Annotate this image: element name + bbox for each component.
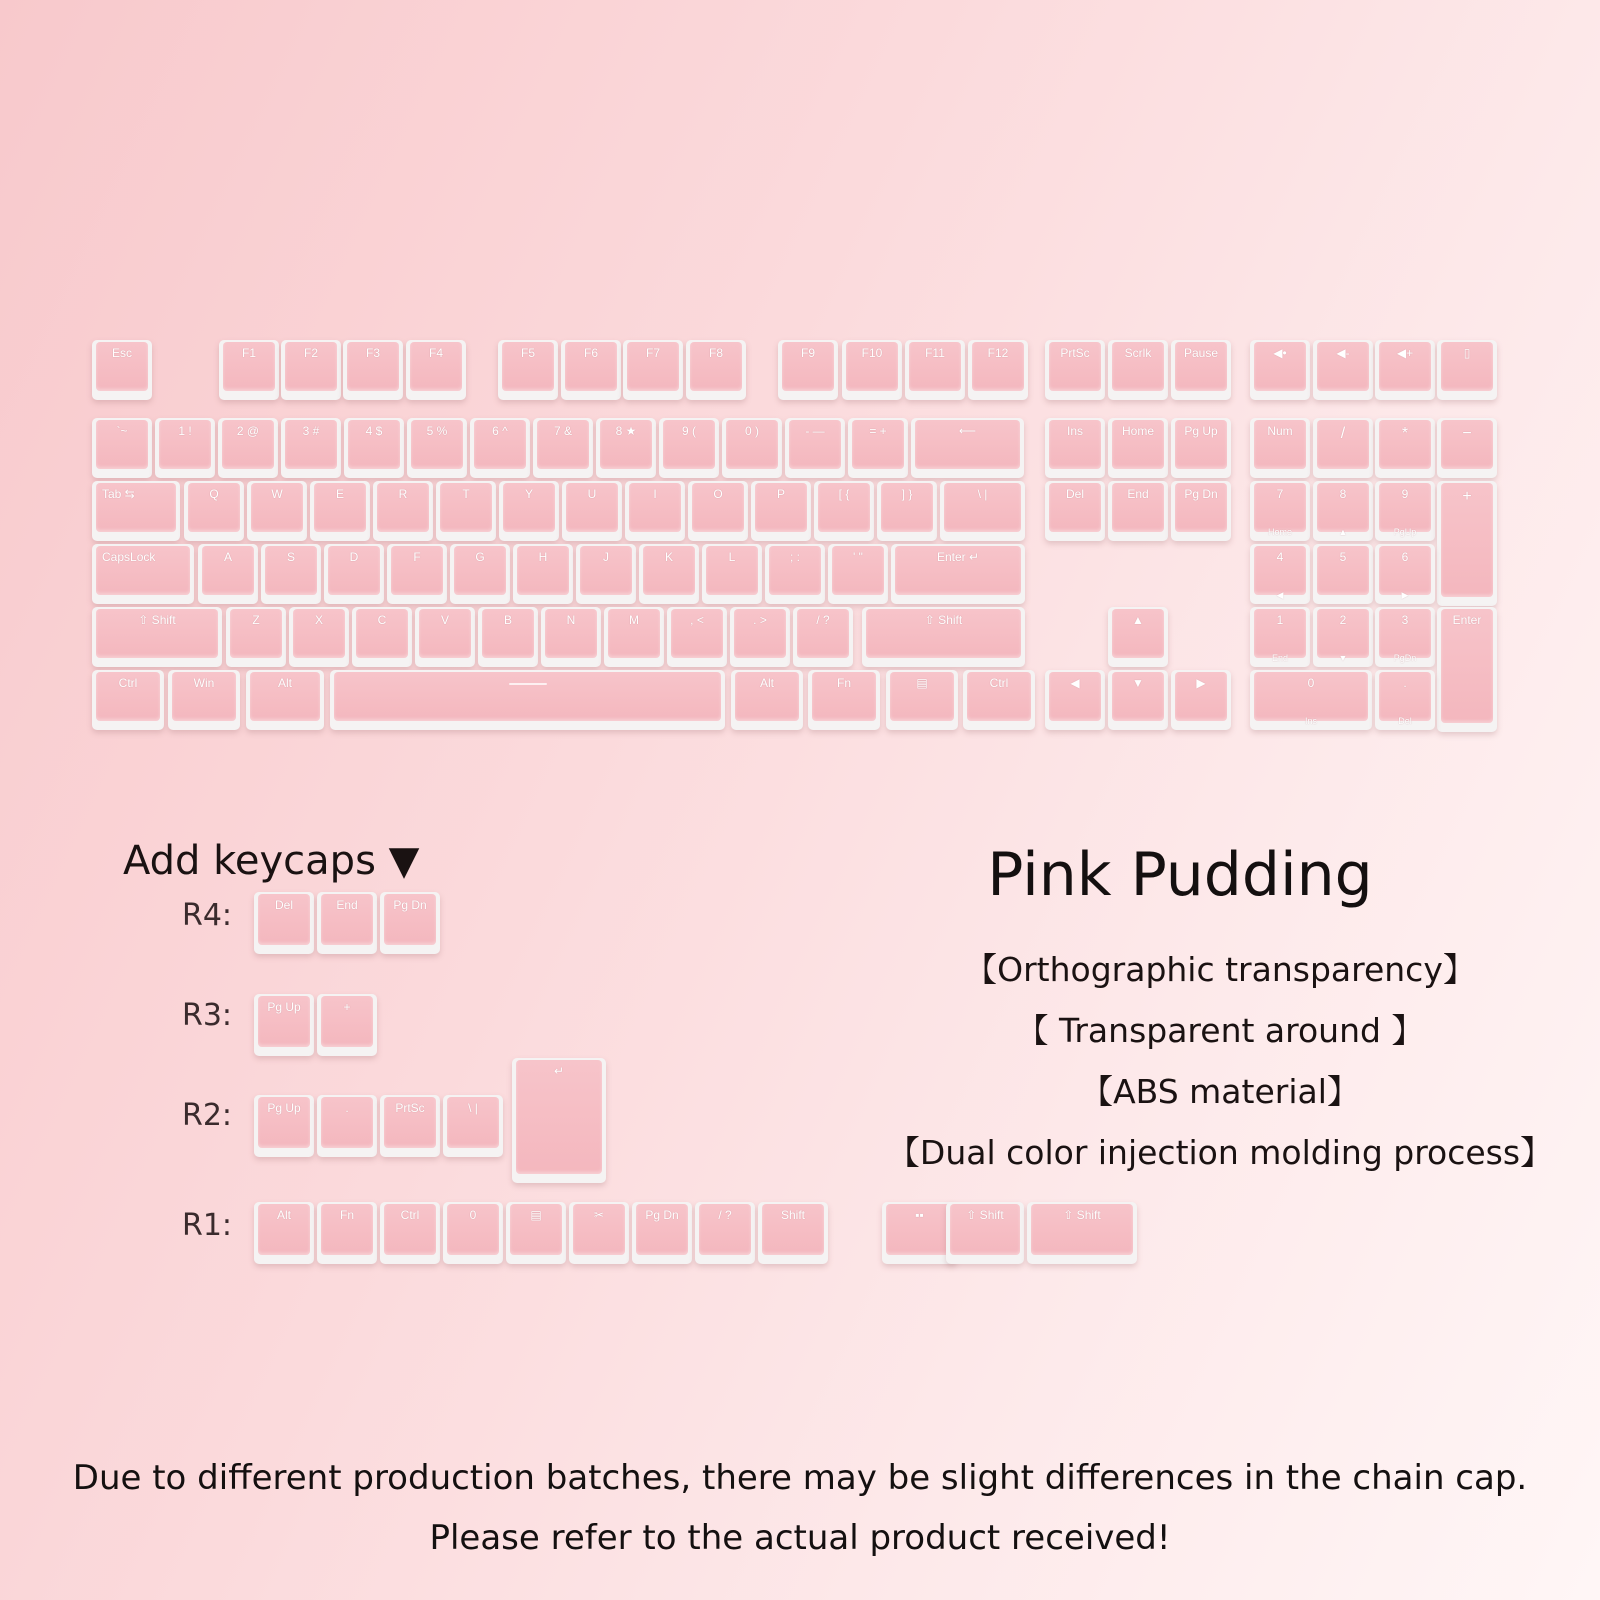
key-18 [1375,340,1435,400]
keycap-legend: Pg Up [267,1101,301,1115]
keycap-legend: Ins [1066,424,1083,438]
keycap-legend: X [314,613,323,627]
keycap [632,1202,692,1264]
keycap-legend: Tab ⇆ [102,487,135,501]
keycap-legend: T [462,487,470,501]
keycap-legend: E [335,487,344,501]
keycap-legend: 9 ( [681,424,696,438]
key-17 [1313,340,1373,400]
keycap [1375,544,1435,604]
keycap [667,607,727,667]
keycap-legend: Pg Dn [393,898,427,912]
keycap-legend: End [336,898,358,912]
keycap-legend: F3 [365,346,380,360]
keycap-legend: Pause [1183,346,1219,360]
keycap-legend: . > [753,613,767,627]
keycap-legend: PrtSc [395,1101,425,1115]
keycap [722,418,782,478]
keycap-sublegend: ◀ [1276,589,1284,600]
keycap-legend: Enter [1452,613,1482,627]
key-6 [561,340,621,400]
keycap-sublegend: PgDn [1393,652,1417,663]
keycap [1375,481,1435,541]
keycap [940,481,1025,541]
keycap [478,607,538,667]
keycap [1171,481,1231,541]
row-label-r4: R4: [182,898,233,933]
keycap [317,994,377,1056]
keycap [1437,481,1497,606]
keycap [877,481,937,541]
keycap [92,670,164,730]
keycap-sublegend: ▶ [1401,589,1409,600]
keycap-sublegend: Home [1267,526,1292,537]
keycap [533,418,593,478]
keycap-legend: L [728,550,736,564]
keycap [814,481,874,541]
keycap [198,544,258,604]
keycap [758,1202,828,1264]
keycap [751,481,811,541]
feature-3: 【ABS material】 [1080,1072,1360,1111]
iso-enter-keycap [512,1058,606,1183]
keycap-legend: ▲ [1132,613,1144,627]
keycap [1108,418,1168,478]
keycap-legend: 3 [1401,613,1409,627]
keycap-legend: F5 [520,346,535,360]
keycap-legend: Alt [277,676,292,690]
keycap [1437,418,1497,478]
keycap [1437,607,1497,732]
keycap-legend: ▯ [1463,346,1471,360]
key-13 [1045,340,1105,400]
keycap [155,418,215,478]
keycap-legend: ◀ [1070,676,1080,690]
keycap [387,544,447,604]
keycap [281,418,341,478]
keycap [352,607,412,667]
key-12 [968,340,1028,400]
keycap [1045,481,1105,541]
keycap [1250,670,1372,730]
keycap [1171,670,1231,730]
keycap-legend: 1 ! [178,424,192,438]
keycap [1045,418,1105,478]
keycap-legend: Fn [339,1208,354,1222]
keycap-legend: 2 @ [236,424,260,438]
keycap-legend: Scrlk [1124,346,1152,360]
keycap-legend: ▪▪ [915,1208,924,1222]
keycap [848,418,908,478]
keycap-legend: / ? [718,1208,732,1222]
keycap [702,544,762,604]
keycap-legend: 5 [1339,550,1347,564]
keycap-legend: ▤ [530,1208,542,1222]
keycap [380,892,440,954]
keycap-legend: F2 [303,346,318,360]
keycap-legend: 4 $ [365,424,383,438]
keycap-legend: 1 [1276,613,1284,627]
keycap [1313,607,1373,667]
keycap-legend: / [1340,425,1346,442]
keycap [317,1095,377,1157]
keycap-legend: ⇧ Shift [138,613,176,627]
keycap-legend: − [1462,425,1472,442]
keycap [828,544,888,604]
feature-1: 【Orthographic transparency】 [964,950,1476,989]
keycap [246,670,324,730]
keycap-legend: \ | [977,487,988,501]
keycap-legend: [ { [838,487,850,501]
keycap-legend: C [377,613,387,627]
keycap-legend: ◀- [1336,346,1350,360]
keycap [380,1202,440,1264]
keycap-legend: \ | [468,1101,478,1115]
keycap [261,544,321,604]
keycap-legend: F7 [645,346,660,360]
keycap [506,1202,566,1264]
keycap-sublegend: Ins [1304,715,1317,726]
keycap-legend: G [475,550,485,564]
key-10 [842,340,902,400]
keycap [450,544,510,604]
keycap-legend: . [1403,676,1407,690]
keycap [407,418,467,478]
keycap-legend: 0 [1307,676,1315,690]
keycap-legend: F11 [925,346,945,360]
keycap-legend: ▶ [1196,676,1206,690]
keycap [317,892,377,954]
keycap-legend: ✂ [593,1208,605,1222]
keycap-legend: Y [524,487,533,501]
keycap [793,607,853,667]
keycap [1250,607,1310,667]
keycap-legend: `~ [116,424,128,438]
keycap [946,1202,1024,1264]
keycap-legend: * [1401,425,1409,442]
keycap-legend: 0 [469,1208,477,1222]
keycap [168,670,240,730]
keycap [415,607,475,667]
keycap [1313,544,1373,604]
key-2 [281,340,341,400]
keycap [218,418,278,478]
keycap-legend: ; : [789,550,800,564]
keycap [92,418,152,478]
keycap-legend: R [398,487,408,501]
keycap-legend: O [713,487,723,501]
keycap-legend: End [1127,487,1149,501]
key-9 [778,340,838,400]
keycap-legend: Fn [836,676,851,690]
keycap-legend: Alt [759,676,774,690]
keycap-legend: Ctrl [989,676,1009,690]
keycap [344,418,404,478]
keycap-legend: PrtSc [1060,346,1090,360]
keycap [730,607,790,667]
key-3 [343,340,403,400]
keycap-legend: 2 [1339,613,1347,627]
keycap [1250,481,1310,541]
keycap-sublegend: Del [1398,715,1412,726]
keycap [625,481,685,541]
keycap [373,481,433,541]
keycap [1045,670,1105,730]
keycap [1108,670,1168,730]
keycap-legend: ▤ [916,676,928,690]
keycap [92,544,194,604]
keycap-legend: ⇧ Shift [1063,1208,1101,1222]
keycap [470,418,530,478]
keycap [289,607,349,667]
keycap-legend: 7 & [553,424,572,438]
keycap [247,481,307,541]
keycap [443,1202,503,1264]
row-label-r2: R2: [182,1098,233,1133]
keycap-legend: D [349,550,359,564]
keycap-legend: 0 ) [744,424,759,438]
keycap-sublegend: ▼ [1338,652,1348,663]
keycap-legend: CapsLock [102,550,156,564]
key-8 [686,340,746,400]
keycap-legend: K [664,550,673,564]
keycap-legend: , < [690,613,704,627]
keycap-legend: / ? [816,613,830,627]
spacebar-line [509,683,547,685]
keycap [1313,481,1373,541]
keycap [886,670,958,730]
keycap-legend: B [503,613,512,627]
keycap [963,670,1035,730]
keycap [324,544,384,604]
keycap [596,418,656,478]
keycap [254,892,314,954]
keycap [443,1095,503,1157]
keycap-legend: Q [209,487,219,501]
keycap-legend: . [345,1101,349,1115]
keycap-legend: ] } [901,487,913,501]
keycap-legend: 8 ★ [615,424,637,438]
keycap [1250,418,1310,478]
keycap-sublegend: ▲ [1338,526,1348,537]
keycap-legend: 6 ^ [492,424,508,438]
key-11 [905,340,965,400]
key-0 [92,340,152,400]
keycap-legend: Del [274,898,293,912]
feature-4: 【Dual color injection molding process】 [886,1133,1554,1172]
key-14 [1108,340,1168,400]
keycap [1375,670,1435,730]
keycap-legend: 7 [1276,487,1284,501]
keycap [380,1095,440,1157]
keycap [541,607,601,667]
keycap-legend: ◀+ [1396,346,1414,360]
keycap [911,418,1024,478]
feature-2: 【 Transparent around 】 [1015,1011,1425,1050]
keycap [254,1095,314,1157]
keycap-top [334,672,721,721]
keycap-legend: Shift [780,1208,805,1222]
keycap-legend: Del [1065,487,1084,501]
keycap [808,670,880,730]
keycap-legend: F12 [987,346,1009,360]
keycap-legend: I [653,487,657,501]
keycap-legend: S [286,550,295,564]
keycap [1375,418,1435,478]
keycap [513,544,573,604]
keycap [1375,607,1435,667]
keycap-legend: + [343,1000,351,1014]
keycap-legend: U [587,487,597,501]
keycap-legend: ◀• [1273,346,1287,360]
keycap-legend: Alt [276,1208,291,1222]
keycap-legend: F6 [583,346,598,360]
row-label-r1: R1: [182,1208,233,1243]
keycap-legend: Ctrl [400,1208,420,1222]
keycap-legend: H [538,550,548,564]
keycap [254,1202,314,1264]
keycap-legend: ▼ [1132,676,1144,690]
keycap-legend: N [566,613,576,627]
keycap-legend: Win [193,676,215,690]
keycap [310,481,370,541]
keycap-legend: 6 [1401,550,1409,564]
key-7 [623,340,683,400]
keycap-legend: + [1462,488,1472,505]
spacebar [330,670,725,730]
keycap [1171,418,1231,478]
keycap [436,481,496,541]
keycap-legend: Num [1267,424,1293,438]
keycap-legend: F10 [861,346,883,360]
keycap [785,418,845,478]
keycap-legend: Ctrl [118,676,138,690]
keycap-legend: = + [869,424,887,438]
keycap [862,607,1025,667]
keycap [659,418,719,478]
keycap-legend: F1 [241,346,256,360]
keycap-legend: W [271,487,283,501]
keycap [576,544,636,604]
key-1 [219,340,279,400]
keycap-legend: V [440,613,449,627]
keycap [639,544,699,604]
key-19 [1437,340,1497,400]
keycap [1027,1202,1137,1264]
notice-line-1: Due to different production batches, there may be slight differences in the chain cap. [72,1458,1528,1498]
keycap [254,994,314,1056]
keycap [604,607,664,667]
keycap [226,607,286,667]
keycap-legend: Enter ↵ [936,550,980,564]
keycap-legend: F4 [428,346,443,360]
keycap-legend: F9 [800,346,815,360]
keycap [1250,544,1310,604]
key-5 [498,340,558,400]
keycap [499,481,559,541]
keycap [92,607,222,667]
keyboard [0,0,1600,760]
keycap [695,1202,755,1264]
keycap-legend: F8 [708,346,723,360]
keycap-legend: Pg Up [1184,424,1218,438]
keycap-legend: Z [252,613,260,627]
keycap [569,1202,629,1264]
add-keycaps-title: Add keycaps ▼ [123,838,420,884]
keycap-legend: Pg Up [267,1000,301,1014]
keycap [92,481,180,541]
keycap [562,481,622,541]
keycap-sublegend: End [1271,652,1288,663]
keycap [731,670,803,730]
keycap [891,544,1025,604]
keycap-legend: Esc [111,346,132,360]
row-label-r3: R3: [182,998,233,1033]
keycap-legend: 5 % [426,424,448,438]
keycap-sublegend: PgUp [1393,526,1417,537]
key-15 [1171,340,1231,400]
key-16 [1250,340,1310,400]
keycap [765,544,825,604]
key-4 [406,340,466,400]
keycap-legend: A [223,550,232,564]
keycap-legend: 4 [1276,550,1284,564]
keycap [184,481,244,541]
keycap-legend: M [629,613,639,627]
keycap-legend: ⟵ [958,424,977,438]
keycap-legend: 3 # [302,424,320,438]
notice-line-2: Please refer to the actual product received! [429,1518,1171,1558]
keycap [1313,418,1373,478]
keycap-legend: J [603,550,609,564]
keycap-legend: 9 [1401,487,1409,501]
keycap [1108,481,1168,541]
keycap-legend: F [413,550,421,564]
keycap-legend: Pg Dn [1184,487,1218,501]
keycap-legend: - — [805,424,825,438]
keycap [688,481,748,541]
keycap-legend: P [776,487,785,501]
keycap-legend: Home [1121,424,1154,438]
keycap-legend: ⇧ Shift [924,613,963,627]
product-title: Pink Pudding [987,840,1373,910]
keycap [1108,607,1168,667]
keycap-legend: ↵ [553,1064,565,1078]
keycap-legend: 8 [1339,487,1347,501]
keycap [317,1202,377,1264]
keycap-legend: Pg Dn [645,1208,679,1222]
keycap-legend: ⇧ Shift [966,1208,1004,1222]
keycap-legend: ' " [853,550,863,564]
